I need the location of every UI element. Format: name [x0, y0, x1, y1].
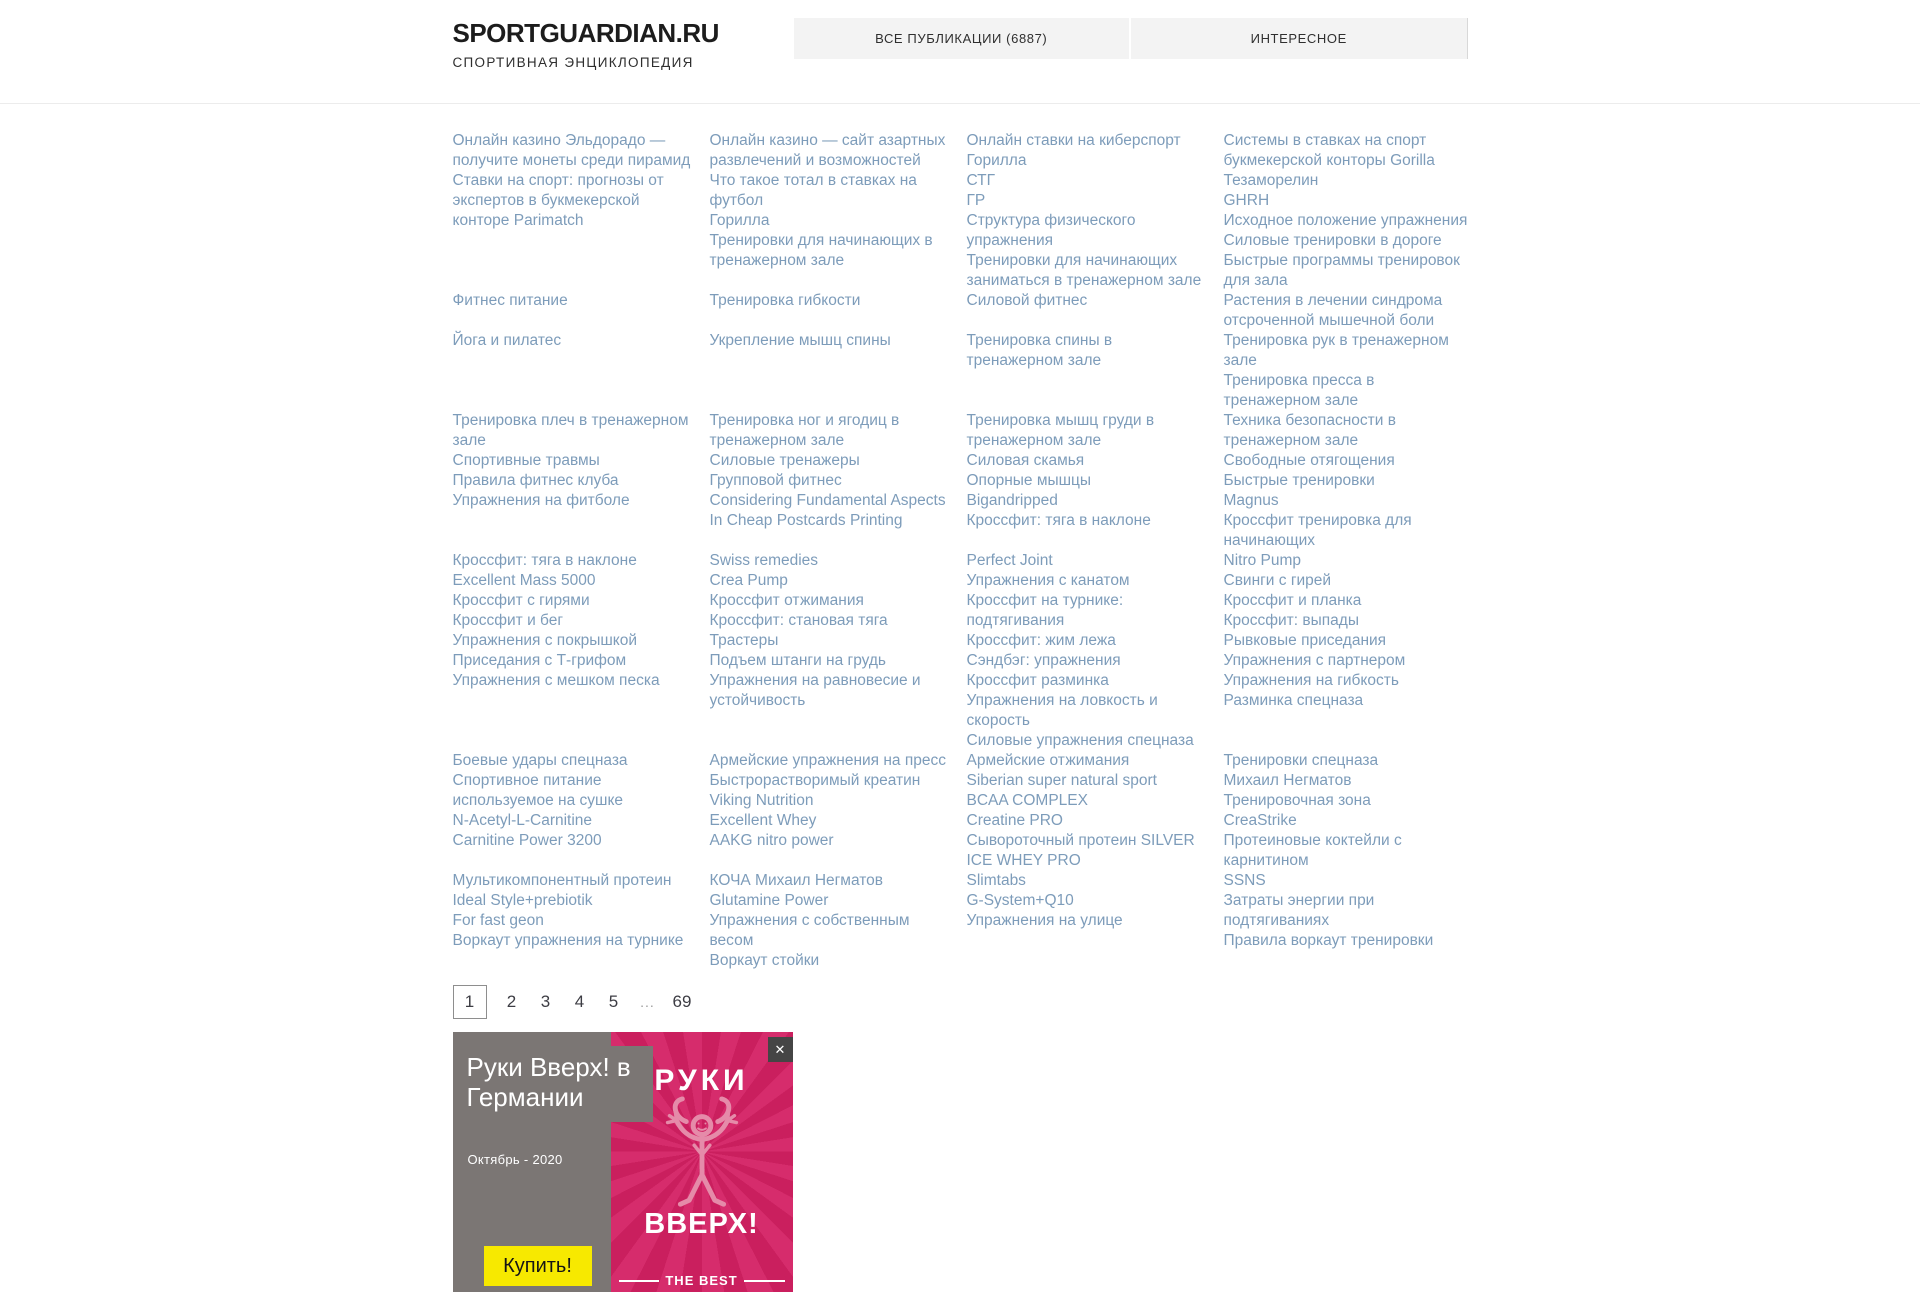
article-link[interactable]: Силовые тренажеры [709, 452, 860, 469]
link-group-r1-c2 [710, 131, 954, 291]
page-2[interactable]: 2 [506, 992, 517, 1011]
article-link[interactable]: Силовые тренировки в дороге [1223, 232, 1442, 249]
link-group-r4-c3 [967, 411, 1211, 551]
link-group-r5-c3 [967, 551, 1211, 751]
article-link[interactable]: Упражнения на равновесие и устойчивость [709, 672, 921, 709]
article-link[interactable]: Силовой фитнес [966, 292, 1088, 309]
article-links-grid [453, 131, 1468, 971]
link-group-r2-c4 [1224, 291, 1468, 331]
article-link[interactable]: Техника безопасности в тренажерном зале [1223, 412, 1396, 449]
article-link[interactable]: Упражнения с покрышкой [452, 632, 638, 649]
tab-interesting[interactable]: ИНТЕРЕСНОЕ [1129, 18, 1468, 59]
site-title[interactable]: SPORTGUARDIAN.RU [452, 18, 719, 48]
tab-all-publications[interactable]: ВСЕ ПУБЛИКАЦИИ (6887) [794, 18, 1130, 59]
article-link[interactable]: G-System+Q10 [966, 892, 1074, 909]
article-link[interactable]: CreaStrike [1223, 812, 1297, 829]
link-group-r3-c3 [967, 331, 1211, 411]
article-link[interactable]: Кроссфит тренировка для начинающих [1223, 512, 1412, 549]
link-group-r1-c1 [453, 131, 697, 291]
article-link[interactable]: Тренировки для начинающих заниматься в тренажерном зале [966, 252, 1202, 289]
link-group-r3-c1 [453, 331, 697, 411]
article-link[interactable]: Тренировки для начинающих в тренажерном зале [709, 232, 933, 269]
ad-title: Руки Вверх! в Германии [453, 1046, 653, 1122]
article-link[interactable]: Боевые удары спецназа [452, 752, 628, 769]
article-link[interactable]: Онлайн казино — сайт азартных развлечений и возможностей [709, 132, 946, 169]
link-group-r7-c2 [710, 871, 954, 971]
article-link[interactable]: Siberian super natural sport [966, 772, 1157, 789]
article-link[interactable]: Magnus [1223, 492, 1279, 509]
article-link[interactable]: Кроссфит разминка [966, 672, 1109, 689]
article-link[interactable]: Тренировка гибкости [709, 292, 861, 309]
article-link[interactable]: Системы в ставках на спорт букмекерской конторы Gorilla [1223, 132, 1435, 169]
article-link[interactable]: Правила воркаут тренировки [1223, 932, 1434, 949]
article-link[interactable]: Быстрые тренировки [1223, 472, 1375, 489]
link-group-r2-c3 [967, 291, 1211, 331]
article-link[interactable]: Excellent Whey [709, 812, 817, 829]
site-logo [453, 18, 719, 70]
link-group-r3-c4 [1224, 331, 1468, 411]
article-link[interactable]: Кроссфит отжимания [709, 592, 864, 609]
article-link[interactable]: Разминка спецназа [1223, 692, 1364, 709]
article-link[interactable]: Кроссфит: становая тяга [709, 612, 888, 629]
article-link[interactable]: Тренировка ног и ягодиц в тренажерном зале [709, 412, 900, 449]
buy-button[interactable]: Купить! [484, 1246, 592, 1286]
article-link[interactable]: Мультикомпонентный протеин [452, 872, 672, 889]
article-link[interactable]: Групповой фитнес [709, 472, 842, 489]
link-group-r6-c4 [1224, 751, 1468, 871]
link-group-r6-c3 [967, 751, 1211, 871]
article-link[interactable]: Crea Pump [709, 572, 788, 589]
article-link[interactable]: Тренировки спецназа [1223, 752, 1379, 769]
pagination [453, 985, 1468, 1019]
main-content [453, 104, 1468, 1292]
site-subtitle: СПОРТИВНАЯ ЭНЦИКЛОПЕДИЯ [452, 55, 694, 70]
article-link[interactable]: Тренировка рук в тренажерном зале [1223, 332, 1449, 369]
article-link[interactable]: Воркаут упражнения на турнике [452, 932, 684, 949]
pagination-ellipsis: ... [640, 994, 655, 1010]
article-link[interactable]: Структура физического упражнения [966, 212, 1136, 249]
ad-date: Октябрь - 2020 [467, 1152, 563, 1167]
article-link[interactable]: AAKG nitro power [709, 832, 834, 849]
article-link[interactable]: Ideal Style+prebiotik [452, 892, 593, 909]
article-link[interactable]: Исходное положение упражнения [1223, 212, 1468, 229]
article-link[interactable]: Воркаут стойки [709, 952, 820, 969]
article-link[interactable]: Bigandripped [966, 492, 1058, 509]
link-group-r7-c3 [967, 871, 1211, 971]
link-group-r4-c4 [1224, 411, 1468, 551]
article-link[interactable]: Быстрорастворимый креатин [709, 772, 921, 789]
article-link[interactable]: Горилла [709, 212, 770, 229]
article-link[interactable]: GHRH [1223, 192, 1270, 209]
article-link[interactable]: Кроссфит и бег [452, 612, 564, 629]
article-link[interactable]: Силовые упражнения спецназа [966, 732, 1194, 749]
article-link[interactable]: КОЧА Михаил Негматов [709, 872, 884, 889]
main-tabs [794, 18, 1468, 59]
article-link[interactable]: Что такое тотал в ставках на футбол [709, 172, 917, 209]
article-link[interactable]: Тренировочная зона [1223, 792, 1371, 809]
page-3[interactable]: 3 [540, 992, 551, 1011]
article-link[interactable]: Тренировка мышц груди в тренажерном зале [966, 412, 1155, 449]
article-link[interactable]: Упражнения на гибкость [1223, 672, 1399, 689]
article-link[interactable]: Кроссфит и планка [1223, 592, 1362, 609]
link-group-r2-c2 [710, 291, 954, 331]
page-4[interactable]: 4 [574, 992, 585, 1011]
link-group-r5-c4 [1224, 551, 1468, 751]
article-link[interactable]: Опорные мышцы [966, 472, 1092, 489]
article-link[interactable]: Сэндбэг: упражнения [966, 652, 1121, 669]
article-link[interactable]: SSNS [1223, 872, 1266, 889]
article-link[interactable]: Онлайн казино Эльдорадо — получите монеты среди пирамид [452, 132, 691, 169]
poster-title-bottom: ВВЕРХ! [644, 1208, 759, 1240]
article-link[interactable]: Спортивные травмы [452, 452, 600, 469]
link-group-r7-c4 [1224, 871, 1468, 971]
article-link[interactable]: Nitro Pump [1223, 552, 1302, 569]
link-group-r1-c3 [967, 131, 1211, 291]
page-1[interactable]: 1 [453, 985, 487, 1019]
article-link[interactable]: Спортивное питание используемое на сушке [452, 772, 624, 809]
article-link[interactable]: Онлайн ставки на киберспорт [966, 132, 1181, 149]
article-link[interactable]: N-Acetyl-L-Carnitine [452, 812, 593, 829]
article-link[interactable]: Приседания с Т-грифом [452, 652, 627, 669]
article-link[interactable]: Рывковые приседания [1223, 632, 1387, 649]
link-group-r1-c4 [1224, 131, 1468, 291]
article-link[interactable]: Растения в лечении синдрома отсроченной мышечной боли [1223, 292, 1443, 329]
article-link[interactable]: Правила фитнес клуба [452, 472, 619, 489]
article-link[interactable]: Упражнения с партнером [1223, 652, 1406, 669]
article-link[interactable]: Glutamine Power [709, 892, 829, 909]
link-group-r7-c1 [453, 871, 697, 971]
link-group-r6-c1 [453, 751, 697, 871]
article-link[interactable]: Трастеры [709, 632, 779, 649]
article-link[interactable]: Creatine PRO [966, 812, 1063, 829]
article-link[interactable]: Кроссфит: выпады [1223, 612, 1359, 629]
poster-title-top: РУКИ [654, 1064, 749, 1097]
article-link[interactable]: СТГ [966, 172, 996, 189]
article-link[interactable]: Затраты энергии при подтягиваниях [1223, 892, 1375, 929]
article-link[interactable]: Кроссфит: тяга в наклоне [452, 552, 637, 569]
page-69[interactable]: 69 [672, 992, 692, 1011]
article-link[interactable]: Тренировка спины в тренажерном зале [966, 332, 1113, 369]
article-link[interactable]: Упражнения с собственным весом [709, 912, 910, 949]
article-link[interactable]: Considering Fundamental Aspects In Cheap Postcards Printing [709, 492, 946, 529]
close-icon[interactable]: ✕ [768, 1037, 793, 1062]
article-link[interactable]: Михаил Негматов [1223, 772, 1352, 789]
article-link[interactable]: Кроссфит: тяга в наклоне [966, 512, 1151, 529]
article-link[interactable]: Swiss remedies [709, 552, 819, 569]
page-5[interactable]: 5 [608, 992, 619, 1011]
article-link[interactable]: Carnitine Power 3200 [452, 832, 602, 849]
article-link[interactable]: Сывороточный протеин SILVER ICE WHEY PRO [966, 832, 1195, 869]
article-link[interactable]: Свинги с гирей [1223, 572, 1332, 589]
article-link[interactable]: Тренировка плеч в тренажерном зале [452, 412, 689, 449]
article-link[interactable]: BCAA COMPLEX [966, 792, 1088, 809]
article-link[interactable]: Ставки на спорт: прогнозы от экспертов в букмекерской конторе Parimatch [452, 172, 664, 229]
link-group-r3-c2 [710, 331, 954, 411]
article-link[interactable]: Свободные отягощения [1223, 452, 1395, 469]
link-group-r4-c1 [453, 411, 697, 551]
article-link[interactable]: Excellent Mass 5000 [452, 572, 596, 589]
ad-banner[interactable] [453, 1032, 793, 1292]
article-link[interactable]: Быстрые программы тренировок для зала [1223, 252, 1460, 289]
article-link[interactable]: For fast geon [452, 912, 544, 929]
link-group-r2-c1 [453, 291, 697, 331]
article-link[interactable]: Подъем штанги на грудь [709, 652, 886, 669]
article-link[interactable]: Viking Nutrition [709, 792, 814, 809]
article-link[interactable]: Упражнения с канатом [966, 572, 1130, 589]
link-group-r4-c2 [710, 411, 954, 551]
article-link[interactable]: Протеиновые коктейли с карнитином [1223, 832, 1402, 869]
article-link[interactable]: Кроссфит с гирями [452, 592, 590, 609]
article-link[interactable]: Кроссфит на турнике: подтягивания [966, 592, 1124, 629]
article-link[interactable]: Упражнения на ловкость и скорость [966, 692, 1158, 729]
article-link[interactable]: Упражнения с мешком песка [452, 672, 660, 689]
article-link[interactable]: Упражнения на фитболе [452, 492, 630, 509]
link-group-r6-c2 [710, 751, 954, 871]
article-link[interactable]: Perfect Joint [966, 552, 1053, 569]
article-link[interactable]: Slimtabs [966, 872, 1026, 889]
article-link[interactable]: Йога и пилатес [452, 332, 562, 349]
article-link[interactable]: Укрепление мышц спины [709, 332, 891, 349]
article-link[interactable]: Тренировка пресса в тренажерном зале [1223, 372, 1375, 409]
article-link[interactable]: Армейские упражнения на пресс [709, 752, 946, 769]
poster-footer: THE BEST [619, 1273, 785, 1288]
article-link[interactable]: Армейские отжимания [966, 752, 1130, 769]
article-link[interactable]: ГР [966, 192, 986, 209]
link-group-r5-c2 [710, 551, 954, 751]
article-link[interactable]: Кроссфит: жим лежа [966, 632, 1116, 649]
dancing-figure-illustration [641, 1094, 763, 1216]
article-link[interactable]: Упражнения на улице [966, 912, 1123, 929]
article-link[interactable]: Фитнес питание [452, 292, 568, 309]
site-header [0, 0, 1920, 104]
link-group-r5-c1 [453, 551, 697, 751]
article-link[interactable]: Горилла [966, 152, 1027, 169]
article-link[interactable]: Силовая скамья [966, 452, 1085, 469]
article-link[interactable]: Тезаморелин [1223, 172, 1319, 189]
